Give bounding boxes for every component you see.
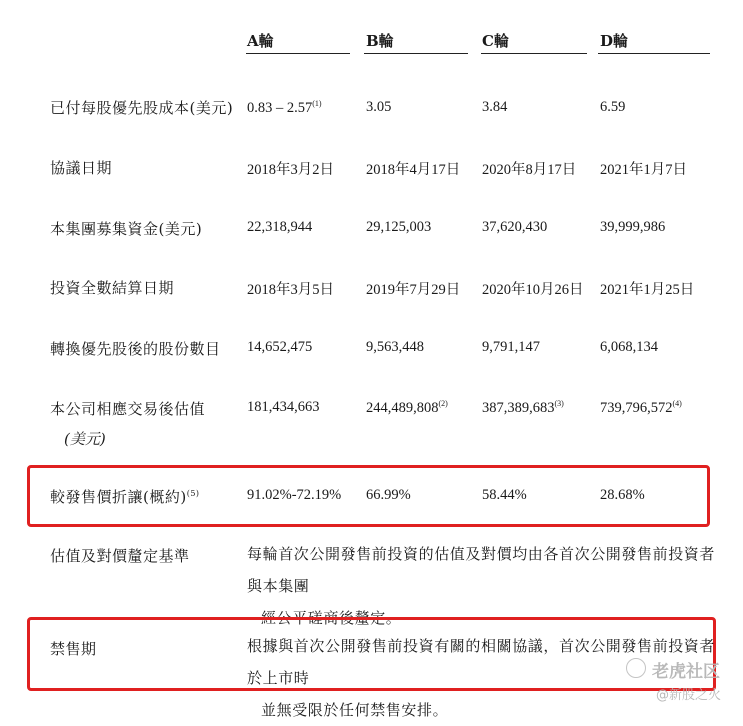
lockup-text — [247, 630, 717, 726]
lockup-line-2: 並無受限於任何禁售安排。 — [261, 701, 449, 719]
cell-agreement-c: 2020年8月17日 — [482, 162, 577, 178]
column-header-b: B輪 — [366, 32, 394, 50]
valuation-basis-label: 估值及對價釐定基準 — [50, 547, 190, 565]
cell-cost-c: 3.84 — [482, 99, 508, 115]
cell-agreement-b: 2018年4月17日 — [366, 162, 461, 178]
valuation-basis-line-1: 每輪首次公開發售前投資的估值及對價均由各首次公開發售前投資者與本集團 — [247, 545, 716, 595]
cell-shares-a: 14,652,475 — [247, 339, 313, 355]
cell-valuation-c: 387,389,683$^{(3)}$ — [482, 399, 564, 416]
valuation-basis-line-2: 經公平磋商後釐定。 — [261, 609, 402, 627]
cell-settlement-d: 2021年1月25日 — [600, 282, 695, 298]
cell-shares-d: 6,068,134 — [600, 339, 658, 355]
lockup-line-1: 根據與首次公開發售前投資有關的相關協議，首次公開發售前投資者於上市時 — [247, 637, 716, 687]
footnote-2: (2) — [438, 399, 448, 408]
footnote-1: (1) — [312, 99, 322, 108]
header-underline-d — [598, 53, 710, 54]
cell-funds-b: 29,125,003 — [366, 219, 432, 235]
cell-funds-c: 37,620,430 — [482, 219, 548, 235]
column-header-a: A輪 — [247, 32, 274, 50]
cell-discount-c: 58.44% — [482, 487, 527, 503]
lockup-label: 禁售期 — [50, 640, 97, 658]
footnote-5: (5) — [186, 489, 200, 498]
cell-valuation-b: 244,489,808$^{(2)}$ — [366, 399, 448, 416]
row-label-valuation: 本公司相應交易後估值 — [50, 400, 206, 418]
footnote-4: (4) — [672, 399, 682, 408]
cell-settlement-c: 2020年10月26日 — [482, 282, 584, 298]
row-label-discount: 較發售價折讓(概約)$^{(5)}$ — [50, 488, 200, 506]
footnote-3: (3) — [554, 399, 564, 408]
header-underline-c — [481, 53, 587, 54]
row-label-settlement: 投資全數結算日期 — [50, 279, 175, 297]
cell-settlement-b: 2019年7月29日 — [366, 282, 461, 298]
cell-agreement-d: 2021年1月7日 — [600, 162, 687, 178]
cell-cost-a: 0.83 – 2.57$^{(1)}$ — [247, 99, 322, 116]
column-header-c: C輪 — [482, 32, 509, 50]
header-underline-b — [364, 53, 468, 54]
watermark-brand: 老虎社区 — [652, 662, 720, 682]
row-label-agreement-date: 協議日期 — [50, 159, 113, 177]
cell-funds-d: 39,999,986 — [600, 219, 666, 235]
cell-shares-c: 9,791,147 — [482, 339, 540, 355]
cell-funds-a: 22,318,944 — [247, 219, 313, 235]
cell-valuation-d: 739,796,572$^{(4)}$ — [600, 399, 682, 416]
row-label-valuation-unit: (美元) — [64, 430, 106, 448]
cell-valuation-a: 181,434,663 — [247, 399, 320, 415]
row-label-funds: 本集團募集資金(美元) — [50, 220, 203, 238]
cell-discount-b: 66.99% — [366, 487, 411, 503]
watermark-logo-icon — [626, 658, 646, 678]
cell-shares-b: 9,563,448 — [366, 339, 424, 355]
cell-agreement-a: 2018年3月2日 — [247, 162, 334, 178]
cell-discount-a: 91.02%-72.19% — [247, 487, 342, 503]
cell-discount-d: 28.68% — [600, 487, 645, 503]
column-header-d: D輪 — [600, 32, 629, 50]
row-label-cost: 已付每股優先股成本(美元) — [50, 99, 234, 117]
cell-settlement-a: 2018年3月5日 — [247, 282, 334, 298]
row-label-shares: 轉換優先股後的股份數目 — [50, 340, 221, 358]
cell-cost-d: 6.59 — [600, 99, 626, 115]
watermark-user: @新股之火 — [656, 688, 722, 703]
cell-cost-b: 3.05 — [366, 99, 392, 115]
header-underline-a — [246, 53, 350, 54]
